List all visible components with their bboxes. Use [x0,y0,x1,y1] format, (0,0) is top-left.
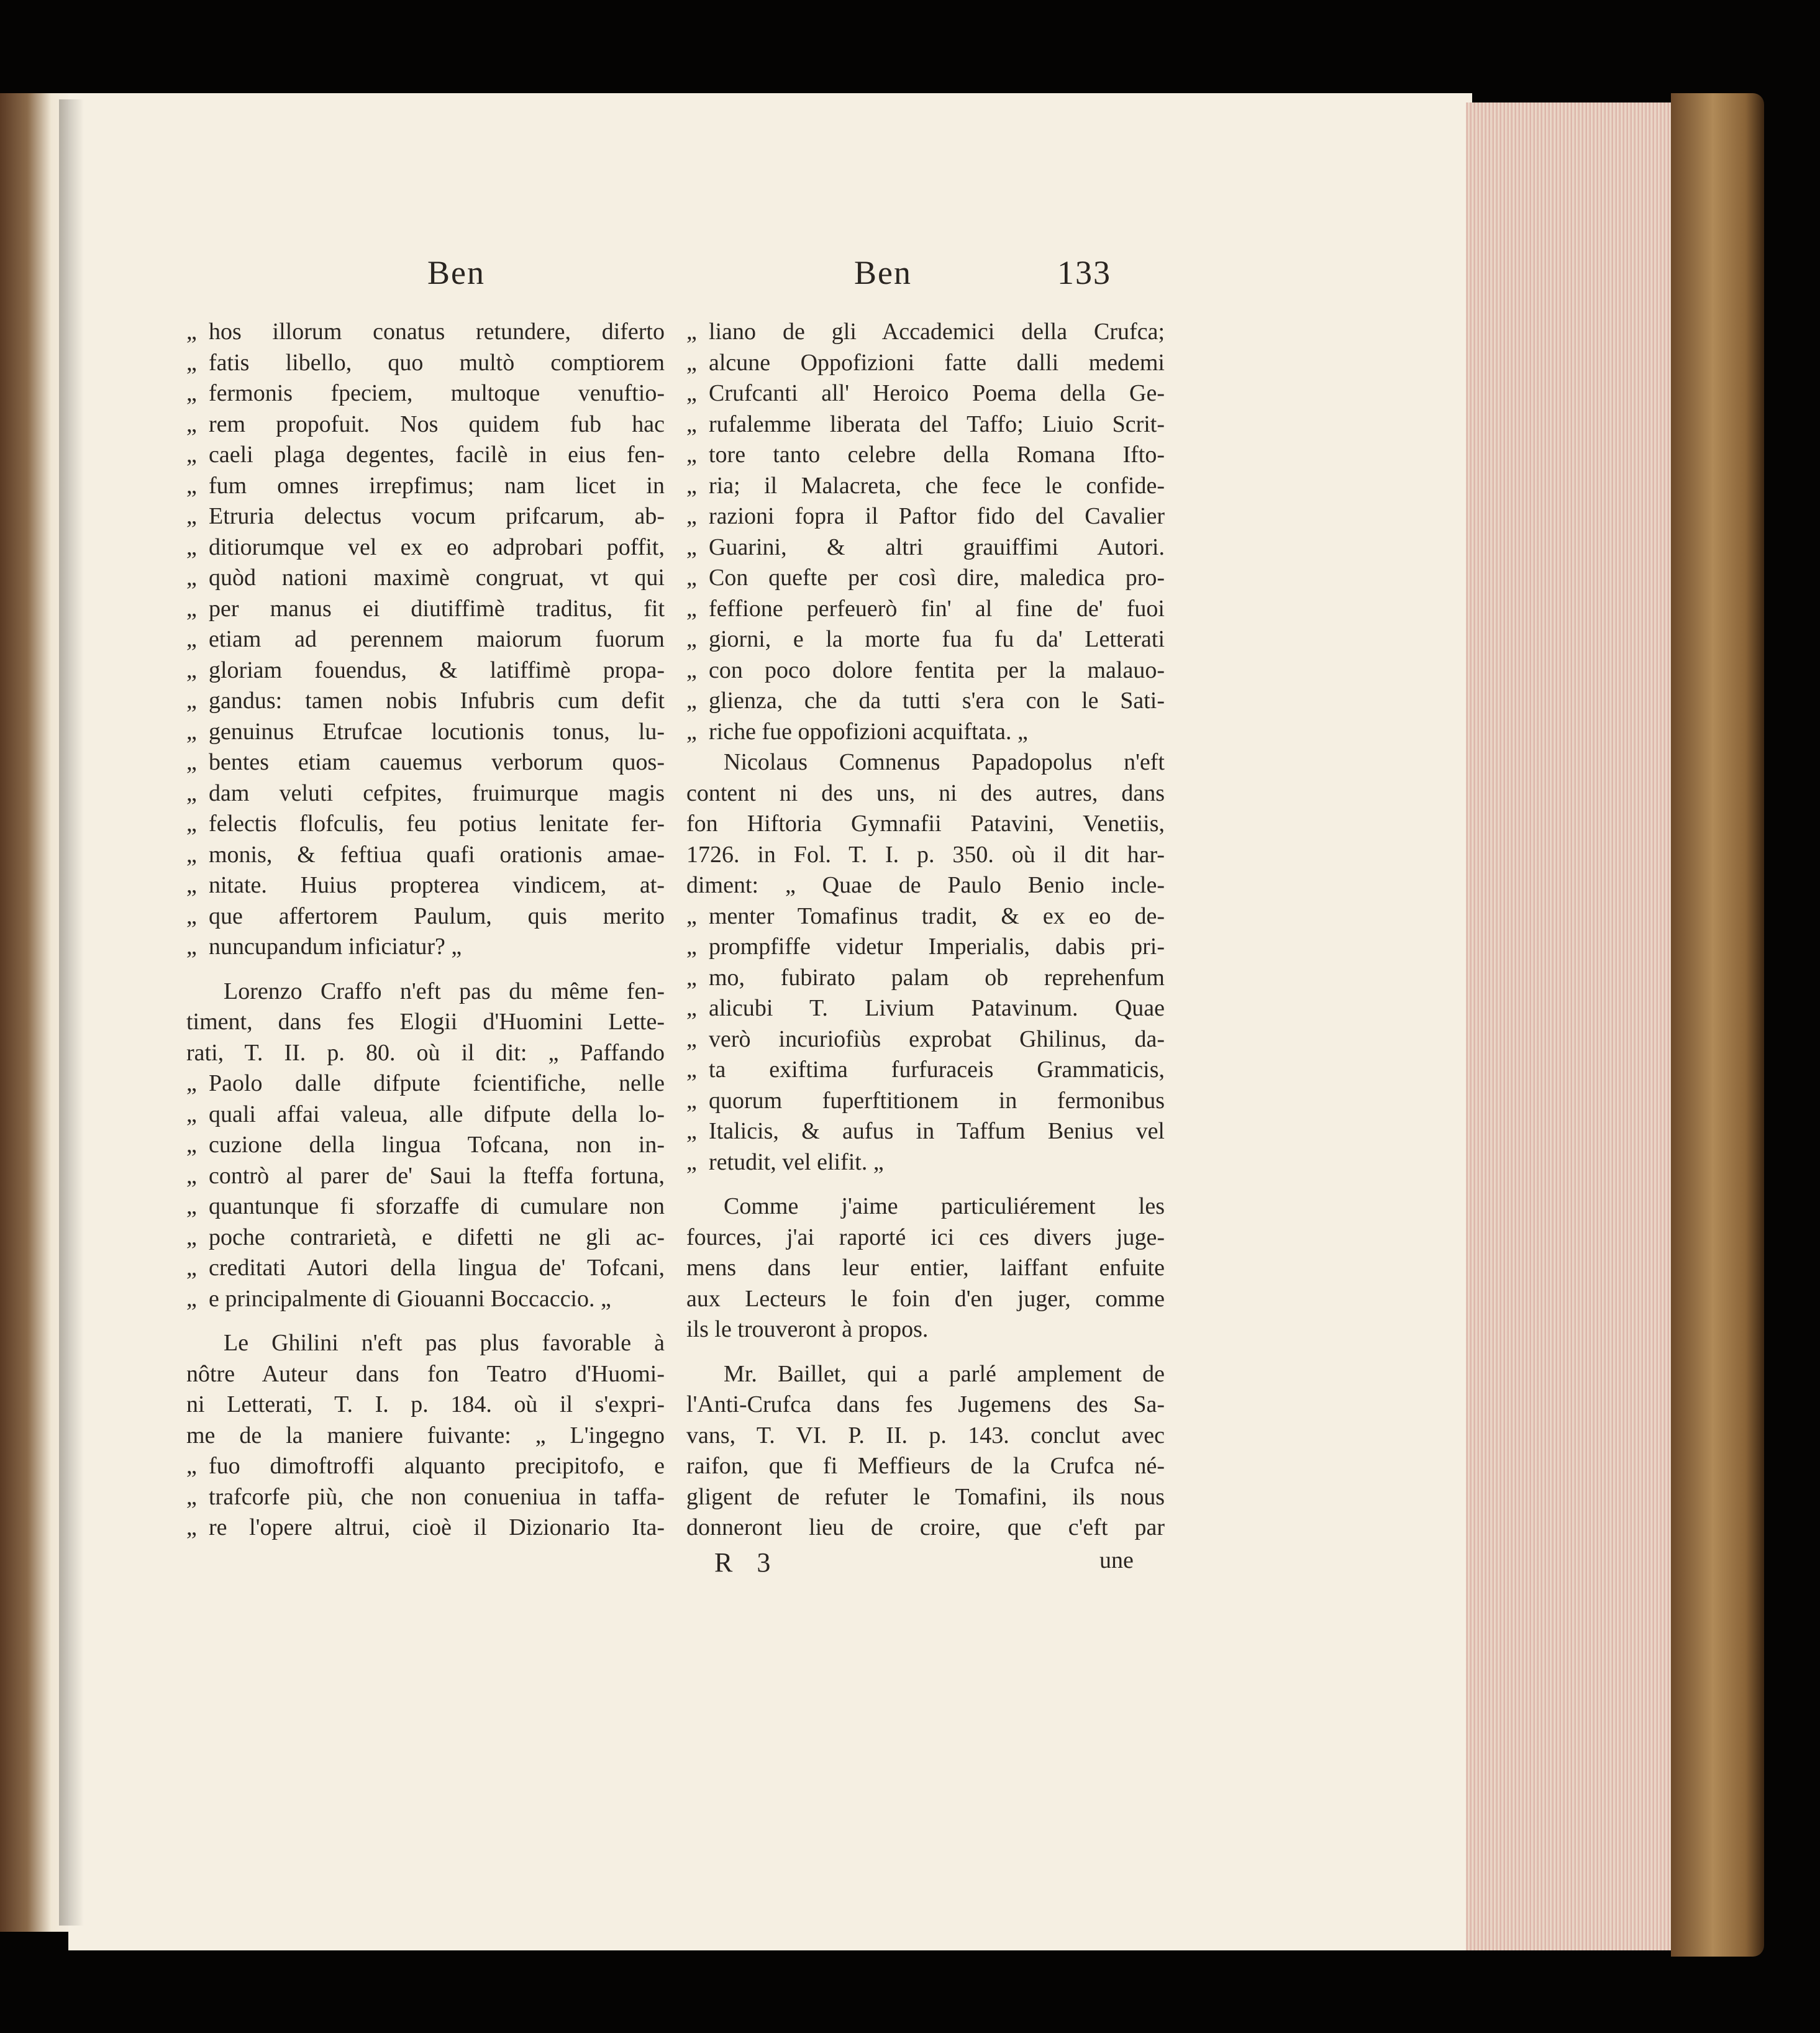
text-line [686,717,1165,748]
line-text: trafcorfe più, che non conueniua in taffa- [209,1483,665,1510]
text-line [686,840,1165,871]
quote-mark: „ [186,903,197,929]
line-text: 1726. in Fol. T. I. p. 350. où il dit har- [686,841,1165,868]
text-line [186,655,665,686]
quote-mark: „ [186,503,197,529]
line-text: dam veluti cefpites, fruimurque magis [209,780,665,806]
quote-mark: „ [186,841,197,868]
quote-mark: „ [186,442,197,468]
quote-mark: „ [186,380,197,406]
text-line [686,1024,1165,1055]
text-line [186,1451,665,1482]
line-text: gloriam fouendus, & latiffimè propa- [209,657,665,683]
line-text: e principalmente di Giouanni Boccaccio. „ [209,1285,611,1312]
quote-mark: „ [186,1285,197,1312]
quote-mark: „ [686,903,697,929]
quote-mark: „ [686,534,697,560]
text-line [186,501,665,532]
text-line [186,317,665,348]
line-text: fum omnes irrepfimus; nam licet in [209,472,665,499]
text-line [686,1253,1165,1284]
left-text-column [186,317,665,1544]
line-text: liano de gli Accademici della Crufca; [709,319,1165,345]
quote-mark: „ [186,872,197,898]
quote-mark: „ [686,472,697,499]
line-text: giorni, e la morte fua fu da' Letterati [709,626,1165,652]
text-line [186,1482,665,1513]
line-text: nuncupandum inficiatur? „ [209,934,462,960]
quote-mark: „ [686,1118,697,1144]
catchword: une [1099,1547,1134,1573]
quote-mark: „ [186,626,197,652]
text-line [186,1099,665,1130]
text-line [186,1130,665,1161]
text-line [186,747,665,778]
text-line [186,1512,665,1544]
line-text: ditiorumque vel ex eo adprobari poffit, [209,534,665,560]
quote-mark: „ [186,811,197,837]
line-text: content ni des uns, ni des autres, dans [686,780,1165,806]
right-text-column [686,317,1165,1544]
quote-mark: „ [686,442,697,468]
text-line [686,809,1165,840]
line-text: con poco dolore fentita per la malauo- [709,657,1165,683]
left-page-edge [0,93,68,1932]
line-text: quantunque fi sforzaffe di cumulare non [209,1193,665,1219]
text-line [186,1359,665,1390]
signature-mark: R 3 [714,1547,780,1578]
quote-mark: „ [186,657,197,683]
quote-mark: „ [186,1162,197,1189]
text-line [686,624,1165,655]
line-text: bentes etiam cauemus verborum quos- [209,749,665,775]
text-line [686,1055,1165,1086]
quote-mark: „ [186,1255,197,1281]
quote-mark: „ [686,411,697,437]
quote-mark: „ [686,1087,697,1114]
text-line [186,976,665,1007]
text-line [186,1389,665,1421]
line-text: felectis flofculis, feu potius lenitate fer- [209,811,665,837]
text-line [186,1038,665,1069]
text-line [186,594,665,625]
quote-mark: „ [186,780,197,806]
quote-mark: „ [686,349,697,376]
text-line [686,563,1165,594]
text-line [186,870,665,901]
right-running-header: Ben [854,254,912,291]
quote-mark: „ [186,349,197,376]
text-line [186,1421,665,1452]
text-line [186,409,665,440]
line-text: Le Ghilini n'eft pas plus favorable à [224,1330,665,1356]
text-line [686,932,1165,963]
line-text: caeli plaga degentes, facilè in eius fen- [209,442,665,468]
line-text: ta exiftima furfuraceis Grammaticis, [709,1057,1165,1083]
text-line [186,717,665,748]
text-line [686,1482,1165,1513]
text-line [686,1389,1165,1421]
quote-mark: „ [686,1148,697,1175]
text-line [186,563,665,594]
page-fore-edge [1466,102,1677,1950]
line-text: fon Hiftoria Gymnafii Patavini, Venetiis, [686,811,1165,837]
quote-mark: „ [186,1193,197,1219]
text-line [686,1314,1165,1345]
quote-mark: „ [686,380,697,406]
line-text: Con quefte per così dire, maledica pro- [709,565,1165,591]
text-line [686,686,1165,717]
text-line [686,317,1165,348]
text-line [686,1116,1165,1147]
text-line [186,348,665,379]
text-line [186,378,665,409]
quote-mark: „ [186,934,197,960]
line-text: riche fue oppofizioni acquiftata. „ [709,718,1028,745]
line-text: ria; il Malacreta, che fece le confide- [709,472,1165,499]
quote-mark: „ [686,319,697,345]
quote-mark: „ [686,688,697,714]
line-text: Comme j'aime particuliérement les [724,1193,1165,1219]
quote-mark: „ [686,657,697,683]
line-text: donneront lieu de croire, que c'eft par [686,1514,1165,1540]
text-line [686,993,1165,1024]
text-line [186,840,665,871]
quote-mark: „ [686,934,697,960]
text-line [686,594,1165,625]
text-line [686,901,1165,932]
line-text: rem propofuit. Nos quidem fub hac [209,411,665,437]
text-line [186,809,665,840]
text-line [186,624,665,655]
book-cover-edge [1671,93,1764,1957]
line-text: razioni fopra il Paftor fido del Cavalier [709,503,1165,529]
line-text: poche contrarietà, e difetti ne gli ac- [209,1224,665,1250]
text-line [186,532,665,563]
text-line [186,471,665,502]
line-text: per manus ei diutiffimè traditus, fit [209,595,665,622]
quote-mark: „ [186,411,197,437]
text-line [686,1147,1165,1178]
text-line [686,1284,1165,1315]
text-line [186,1007,665,1038]
quote-mark: „ [186,1514,197,1540]
text-line [186,1161,665,1192]
quote-mark: „ [686,1026,697,1052]
quote-mark: „ [186,565,197,591]
quote-mark: „ [686,626,697,652]
line-text: nôtre Auteur dans fon Teatro d'Huomi- [186,1360,665,1387]
line-text: Mr. Baillet, qui a parlé amplement de [724,1360,1165,1387]
quote-mark: „ [686,718,697,745]
text-line [686,1359,1165,1390]
line-text: diment: „ Quae de Paulo Benio incle- [686,872,1165,898]
binding-shadow [59,99,84,1926]
line-text: nitate. Huius propterea vindicem, at- [209,872,665,898]
line-text: Nicolaus Comnenus Papadopolus n'eft [724,749,1165,775]
quote-mark: „ [186,1132,197,1158]
line-text: rati, T. II. p. 80. où il dit: „ Paffando [186,1039,665,1066]
line-text: quòd nationi maximè congruat, vt qui [209,565,665,591]
text-line [186,1284,665,1315]
quote-mark: „ [686,1057,697,1083]
quote-mark: „ [186,1224,197,1250]
line-text: feffione perfeuerò fin' al fine de' fuoi [709,595,1165,622]
line-text: fatis libello, quo multò comptiorem [209,349,665,376]
line-text: mens dans leur entier, laiffant enfuite [686,1255,1165,1281]
line-text: Paolo dalle difpute fcientifiche, nelle [209,1070,665,1096]
page-number: 133 [1057,254,1111,291]
line-text: alcune Oppofizioni fatte dalli medemi [709,349,1165,376]
line-text: Guarini, & altri grauiffimi Autori. [709,534,1165,560]
quote-mark: „ [186,1453,197,1479]
line-text: hos illorum conatus retundere, diferto [209,319,665,345]
line-text: alicubi T. Livium Patavinum. Quae [709,995,1165,1021]
line-text: quali affai valeua, alle difpute della lo- [209,1101,665,1127]
quote-mark: „ [686,565,697,591]
line-text: Crufcanti all' Heroico Poema della Ge- [709,380,1165,406]
line-text: timent, dans fes Elogii d'Huomini Lette- [186,1009,665,1035]
quote-mark: „ [186,595,197,622]
line-text: l'Anti-Crufca dans fes Jugemens des Sa- [686,1391,1165,1417]
line-text: retudit, vel elifit. „ [709,1148,884,1175]
text-line [186,686,665,717]
quote-mark: „ [186,718,197,745]
line-text: ils le trouveront à propos. [686,1316,929,1342]
text-line [686,471,1165,502]
text-line [686,1512,1165,1544]
quote-mark: „ [186,534,197,560]
text-line [686,655,1165,686]
line-text: Italicis, & aufus in Taffum Benius vel [709,1118,1165,1144]
line-text: aux Lecteurs le foin d'en juger, comme [686,1285,1165,1312]
text-line [686,348,1165,379]
quote-mark: „ [686,964,697,991]
line-text: monis, & feftiua quafi orationis amae- [209,841,665,868]
line-text: gandus: tamen nobis Infubris cum defit [209,688,665,714]
line-text: genuinus Etrufcae locutionis tonus, lu- [209,718,665,745]
line-text: glienza, che da tutti s'era con le Sati- [709,688,1165,714]
text-line [686,1451,1165,1482]
line-text: ni Letterati, T. I. p. 184. où il s'expri- [186,1391,665,1417]
text-line [686,378,1165,409]
quote-mark: „ [186,319,197,345]
line-text: prompfiffe videtur Imperialis, dabis pri- [709,934,1165,960]
quote-mark: „ [686,595,697,622]
text-line [186,778,665,809]
text-line [686,870,1165,901]
line-text: etiam ad perennem maiorum fuorum [209,626,665,652]
text-line [686,440,1165,471]
text-line [186,440,665,471]
line-text: fources, j'ai raporté ici ces divers juge- [686,1224,1165,1250]
quote-mark: „ [686,995,697,1021]
text-line [686,1191,1165,1222]
line-text: Etruria delectus vocum prifcarum, ab- [209,503,665,529]
line-text: me de la maniere fuivante: „ L'ingegno [186,1422,665,1449]
line-text: re l'opere altrui, cioè il Dizionario Ita- [209,1514,665,1540]
quote-mark: „ [186,1483,197,1510]
line-text: quorum fuperftitionem in fermonibus [709,1087,1165,1114]
text-line [686,1222,1165,1253]
quote-mark: „ [186,749,197,775]
line-text: que affertorem Paulum, quis merito [209,903,665,929]
text-line [186,932,665,963]
line-text: gligent de refuter le Tomafini, ils nous [686,1483,1165,1510]
quote-mark: „ [186,688,197,714]
line-text: menter Tomafinus tradit, & ex eo de- [709,903,1165,929]
left-running-header: Ben [427,254,485,291]
text-line [686,1421,1165,1452]
line-text: Lorenzo Craffo n'eft pas du même fen- [224,978,665,1004]
text-line [686,963,1165,994]
text-line [686,501,1165,532]
line-text: cuzione della lingua Tofcana, non in- [209,1132,665,1158]
line-text: fermonis fpeciem, multoque venuftio- [209,380,665,406]
line-text: mo, fubirato palam ob reprehenfum [709,964,1165,991]
line-text: verò incuriofiùs exprobat Ghilinus, da- [709,1026,1165,1052]
text-line [186,1068,665,1099]
text-line [186,1328,665,1359]
text-line [686,532,1165,563]
quote-mark: „ [186,472,197,499]
line-text: rufalemme liberata del Taffo; Liuio Scrit- [709,411,1165,437]
text-line [686,778,1165,809]
text-line [186,1253,665,1284]
line-text: vans, T. VI. P. II. p. 143. conclut avec [686,1422,1165,1449]
text-line [186,1222,665,1253]
quote-mark: „ [186,1070,197,1096]
line-text: fuo dimoftroffi alquanto precipitofo, e [209,1453,665,1479]
text-line [686,1086,1165,1117]
text-line [186,901,665,932]
line-text: tore tanto celebre della Romana Ifto- [709,442,1165,468]
line-text: raifon, que fi Meffieurs de la Crufca né- [686,1453,1165,1479]
text-line [686,747,1165,778]
quote-mark: „ [186,1101,197,1127]
text-line [686,409,1165,440]
quote-mark: „ [686,503,697,529]
text-line [186,1191,665,1222]
line-text: contrò al parer de' Saui la fteffa fortuna, [209,1162,665,1189]
line-text: creditati Autori della lingua de' Tofcani, [209,1255,665,1281]
